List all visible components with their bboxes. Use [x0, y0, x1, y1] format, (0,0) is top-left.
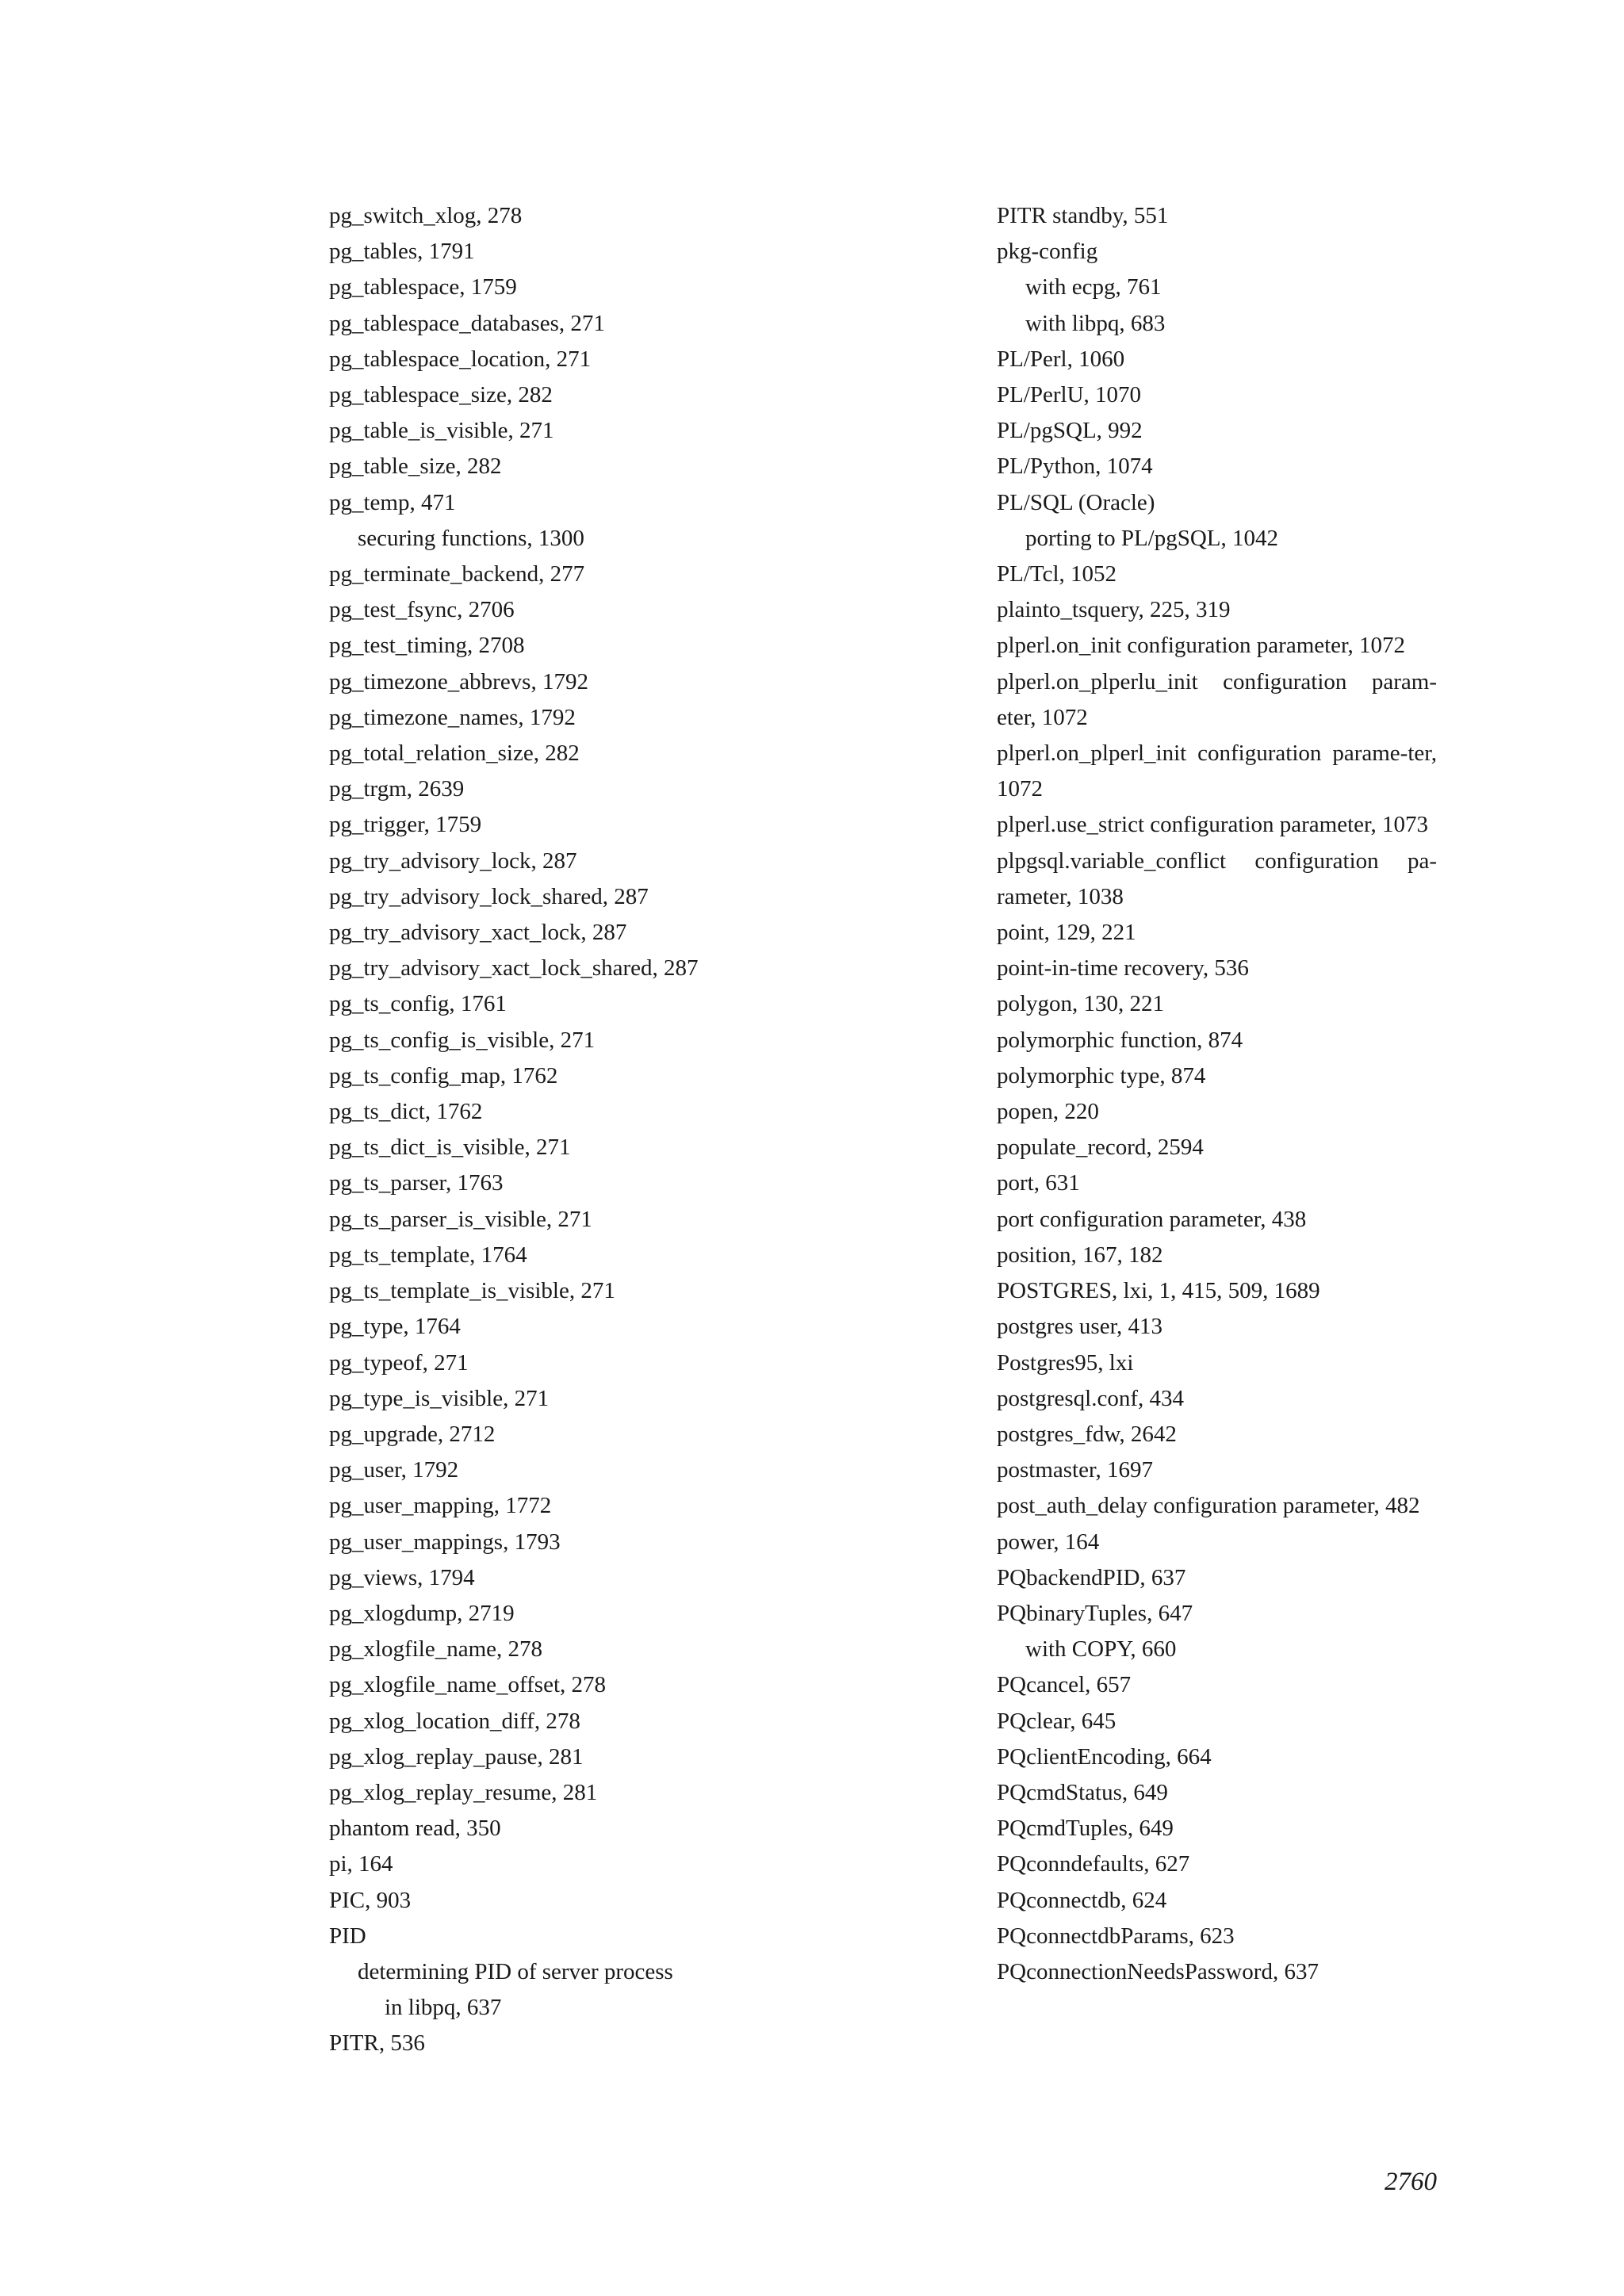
index-entry: pg_trigger, 1759 — [329, 812, 482, 838]
index-entry: PL/Python, 1074 — [997, 453, 1153, 480]
index-entry: post_auth_delay configuration parameter, 482 — [997, 1493, 1420, 1519]
index-entry: pg_table_is_visible, 271 — [329, 418, 554, 444]
index-entry: PQbackendPID, 637 — [997, 1564, 1186, 1590]
index-entry: pg_terminate_backend, 277 — [329, 561, 585, 587]
index-subentry: porting to PL/pgSQL, 1042 — [1025, 525, 1279, 551]
index-column-right — [997, 198, 1437, 1990]
index-entry: plperl.use_strict configuration parameter, 1073 — [997, 812, 1429, 838]
index-entry: point, 129, 221 — [997, 920, 1136, 946]
index-subentry: securing functions, 1300 — [358, 525, 584, 551]
index-entry: plainto_tsquery, 225, 319 — [997, 597, 1231, 623]
index-entry: polymorphic type, 874 — [997, 1062, 1206, 1089]
index-entry: PQbinaryTuples, 647 — [997, 1600, 1193, 1626]
index-entry: power, 164 — [997, 1529, 1100, 1555]
index-entry: pg_tablespace, 1759 — [329, 274, 517, 300]
index-entry: pg_typeof, 271 — [329, 1349, 469, 1376]
index-entry: pg_type, 1764 — [329, 1314, 461, 1340]
index-entry: pg_ts_config_is_visible, 271 — [329, 1027, 596, 1053]
index-entry: PITR standby, 551 — [997, 203, 1169, 228]
index-entry: pg_ts_config_map, 1762 — [329, 1062, 558, 1089]
index-entry: pg_try_advisory_xact_lock, 287 — [329, 920, 627, 946]
index-entry: pi, 164 — [329, 1851, 393, 1877]
index-entry: pg_user_mappings, 1793 — [329, 1529, 561, 1555]
index-entry: point-in-time recovery, 536 — [997, 955, 1249, 982]
index-entry: PID — [329, 1923, 366, 1949]
index-entry: PQconnectdbParams, 623 — [997, 1923, 1235, 1949]
index-entry: pg_ts_config, 1761 — [329, 991, 507, 1017]
index-entry: PL/PerlU, 1070 — [997, 382, 1142, 408]
index-entry: PQclear, 645 — [997, 1708, 1116, 1734]
index-entry: populate_record, 2594 — [997, 1135, 1204, 1161]
index-entry: plperl.on_plperl_init configuration parame-ter, 1072 — [997, 740, 1437, 802]
page-number: 2760 — [1385, 2168, 1437, 2196]
index-entry: pkg-config — [997, 239, 1098, 265]
index-entry: pg_user, 1792 — [329, 1457, 459, 1483]
index-entry: postgres user, 413 — [997, 1314, 1163, 1340]
index-entry: pg_tablespace_databases, 271 — [329, 310, 605, 336]
index-subentry: determining PID of server process — [358, 1958, 673, 1984]
index-entry: PL/SQL (Oracle) — [997, 489, 1155, 515]
index-entry: pg_ts_parser_is_visible, 271 — [329, 1206, 592, 1232]
index-entry: plperl.on_plperlu_init configuration param-eter, 1072 — [997, 668, 1437, 730]
index-entry: pg_ts_dict_is_visible, 271 — [329, 1135, 571, 1161]
index-entry: pg_tablespace_location, 271 — [329, 346, 592, 372]
index-entry: PL/Tcl, 1052 — [997, 561, 1117, 587]
index-subentry: in libpq, 637 — [385, 1995, 502, 2021]
index-entry: PQconndefaults, 627 — [997, 1851, 1190, 1877]
index-entry: PQconnectionNeedsPassword, 637 — [997, 1958, 1319, 1984]
index-entry: pg_ts_template_is_visible, 271 — [329, 1278, 615, 1304]
index-entry: pg_timezone_names, 1792 — [329, 704, 576, 730]
index-entry: PQcmdStatus, 649 — [997, 1779, 1168, 1805]
index-entry: position, 167, 182 — [997, 1242, 1163, 1268]
index-entry: PQconnectdb, 624 — [997, 1887, 1167, 1913]
index-entry: pg_type_is_visible, 271 — [329, 1385, 550, 1411]
index-entry: popen, 220 — [997, 1099, 1099, 1125]
index-entry: pg_upgrade, 2712 — [329, 1421, 496, 1447]
index-entry: POSTGRES, lxi, 1, 415, 509, 1689 — [997, 1278, 1320, 1304]
index-entry: postgres_fdw, 2642 — [997, 1421, 1177, 1447]
index-entry: postmaster, 1697 — [997, 1457, 1153, 1483]
index-entry: PQcancel, 657 — [997, 1672, 1132, 1698]
index-entry: pg_xlogfile_name_offset, 278 — [329, 1672, 607, 1698]
index-entry: pg_ts_parser, 1763 — [329, 1170, 504, 1196]
index-entry: pg_ts_dict, 1762 — [329, 1099, 483, 1125]
index-entry: pg_test_timing, 2708 — [329, 633, 525, 659]
index-entry: port configuration parameter, 438 — [997, 1206, 1307, 1232]
index-entry: pg_ts_template, 1764 — [329, 1242, 527, 1268]
index-entry: pg_user_mapping, 1772 — [329, 1493, 552, 1519]
index-entry: pg_timezone_abbrevs, 1792 — [329, 668, 588, 695]
index-entry: phantom read, 350 — [329, 1816, 501, 1842]
index-entry: pg_tables, 1791 — [329, 239, 475, 265]
index-entry: pg_xlogdump, 2719 — [329, 1600, 515, 1626]
index-entry: pg_tablespace_size, 282 — [329, 382, 553, 408]
index-entry: port, 631 — [997, 1170, 1080, 1196]
index-entry: pg_try_advisory_lock_shared, 287 — [329, 883, 649, 909]
index-subentry: with ecpg, 761 — [1025, 274, 1162, 300]
index-subentry: with COPY, 660 — [1025, 1636, 1177, 1663]
index-subentry: with libpq, 683 — [1025, 310, 1166, 336]
index-entry: PIC, 903 — [329, 1887, 412, 1913]
index-entry: pg_xlog_location_diff, 278 — [329, 1708, 580, 1734]
index-entry: polygon, 130, 221 — [997, 991, 1165, 1017]
index-entry: PL/Perl, 1060 — [997, 346, 1125, 372]
index-entry: pg_temp, 471 — [329, 489, 456, 515]
index-entry: pg_try_advisory_lock, 287 — [329, 848, 577, 874]
index-entry: pg_table_size, 282 — [329, 453, 502, 480]
index-entry: plperl.on_init configuration parameter, 1072 — [997, 633, 1406, 659]
index-column-left — [329, 198, 773, 2062]
index-entry: pg_trgm, 2639 — [329, 776, 465, 802]
index-entry: PL/pgSQL, 992 — [997, 418, 1143, 444]
index-entry: pg_test_fsync, 2706 — [329, 597, 515, 623]
index-entry: PITR, 536 — [329, 2030, 425, 2057]
index-entry: PQcmdTuples, 649 — [997, 1816, 1174, 1842]
index-entry: pg_try_advisory_xact_lock_shared, 287 — [329, 955, 699, 982]
index-entry: plpgsql.variable_conflict configuration pa-rameter, 1038 — [997, 848, 1437, 909]
index-entry: pg_xlog_replay_pause, 281 — [329, 1743, 584, 1770]
index-entry: PQclientEncoding, 664 — [997, 1743, 1212, 1770]
index-entry: pg_total_relation_size, 282 — [329, 740, 580, 767]
index-entry: pg_views, 1794 — [329, 1564, 475, 1590]
index-entry: Postgres95, lxi — [997, 1349, 1134, 1376]
index-entry: pg_switch_xlog, 278 — [329, 203, 523, 228]
index-entry: polymorphic function, 874 — [997, 1027, 1243, 1053]
index-entry: pg_xlogfile_name, 278 — [329, 1636, 543, 1663]
index-entry: pg_xlog_replay_resume, 281 — [329, 1779, 598, 1805]
index-entry: postgresql.conf, 434 — [997, 1385, 1184, 1411]
